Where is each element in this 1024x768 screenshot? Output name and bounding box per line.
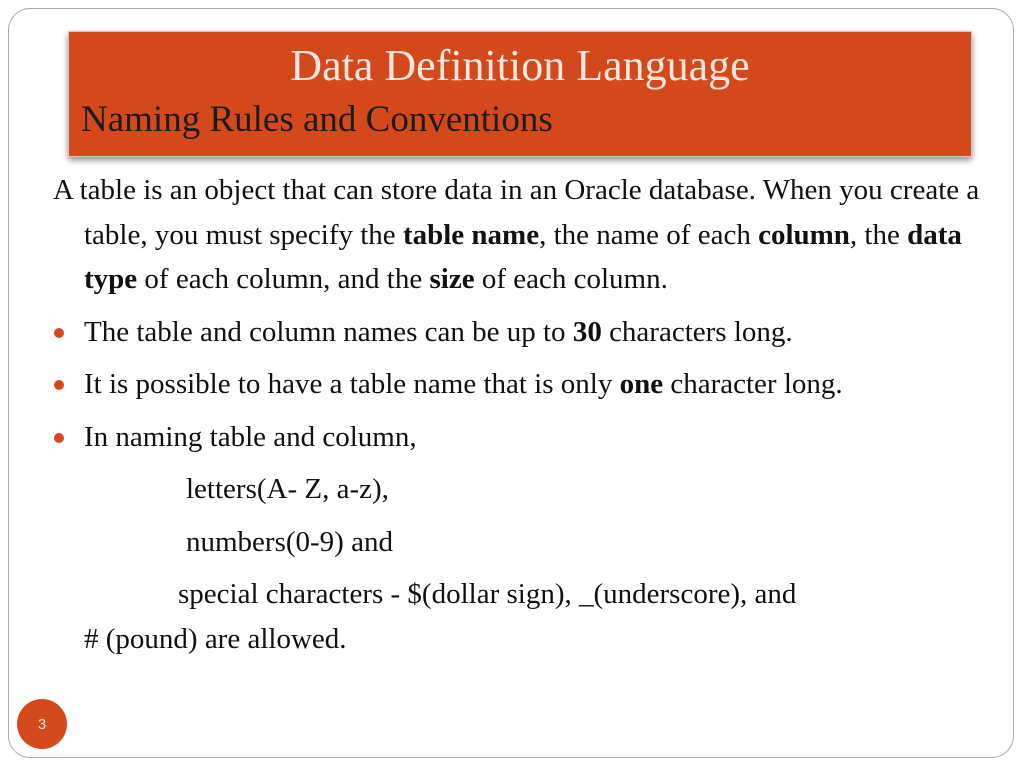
intro-text-3: , the	[849, 218, 908, 251]
bullet-text-post: characters long.	[601, 315, 793, 348]
slide-header	[68, 31, 972, 157]
bullet-text-pre: The table and column names can be up to	[84, 315, 573, 348]
intro-paragraph	[53, 168, 1003, 302]
bullet-dot-icon	[54, 433, 64, 443]
slide-subtitle: Naming Rules and Conventions	[81, 99, 553, 140]
intro-bold-size: size	[429, 263, 475, 295]
bullet-text-post: character long.	[663, 368, 843, 400]
intro-text-4: of each column, and the	[137, 263, 430, 295]
bullet-text-pre: It is possible to have a table name that is only	[84, 368, 620, 400]
bullet-bold-30: 30	[572, 315, 602, 348]
sub-line-special-cont: # (pound) are allowed.	[84, 622, 347, 655]
sub-line-letters: letters(A- Z, a-z),	[186, 473, 389, 505]
sub-line-special: special characters - $(dollar sign), _(underscore), and	[178, 578, 797, 610]
intro-bold-column: column	[758, 218, 850, 251]
bullet-dot-icon	[54, 380, 64, 390]
bullet-dot-icon	[54, 328, 64, 338]
intro-bold-table-name: table name	[402, 218, 540, 251]
intro-text-5: of each column.	[474, 263, 668, 295]
intro-text-1: A table is an object that can store data in an Oracle database. When you create a table, you must specify the	[53, 174, 980, 251]
intro-bold-data-type: data type	[84, 218, 962, 295]
page-number-badge: 3	[17, 699, 67, 749]
bullet-bold-one: one	[619, 368, 664, 400]
slide-body	[53, 168, 1003, 661]
sub-line-numbers: numbers(0-9) and	[186, 525, 393, 558]
slide-title: Data Definition Language	[290, 41, 750, 90]
bullet-item-length	[53, 310, 1003, 355]
bullet-item-naming	[53, 415, 1003, 460]
bullet-text: In naming table and column,	[84, 420, 417, 453]
intro-text-2: , the name of each	[539, 218, 759, 251]
bullet-item-one-char	[53, 362, 1003, 407]
